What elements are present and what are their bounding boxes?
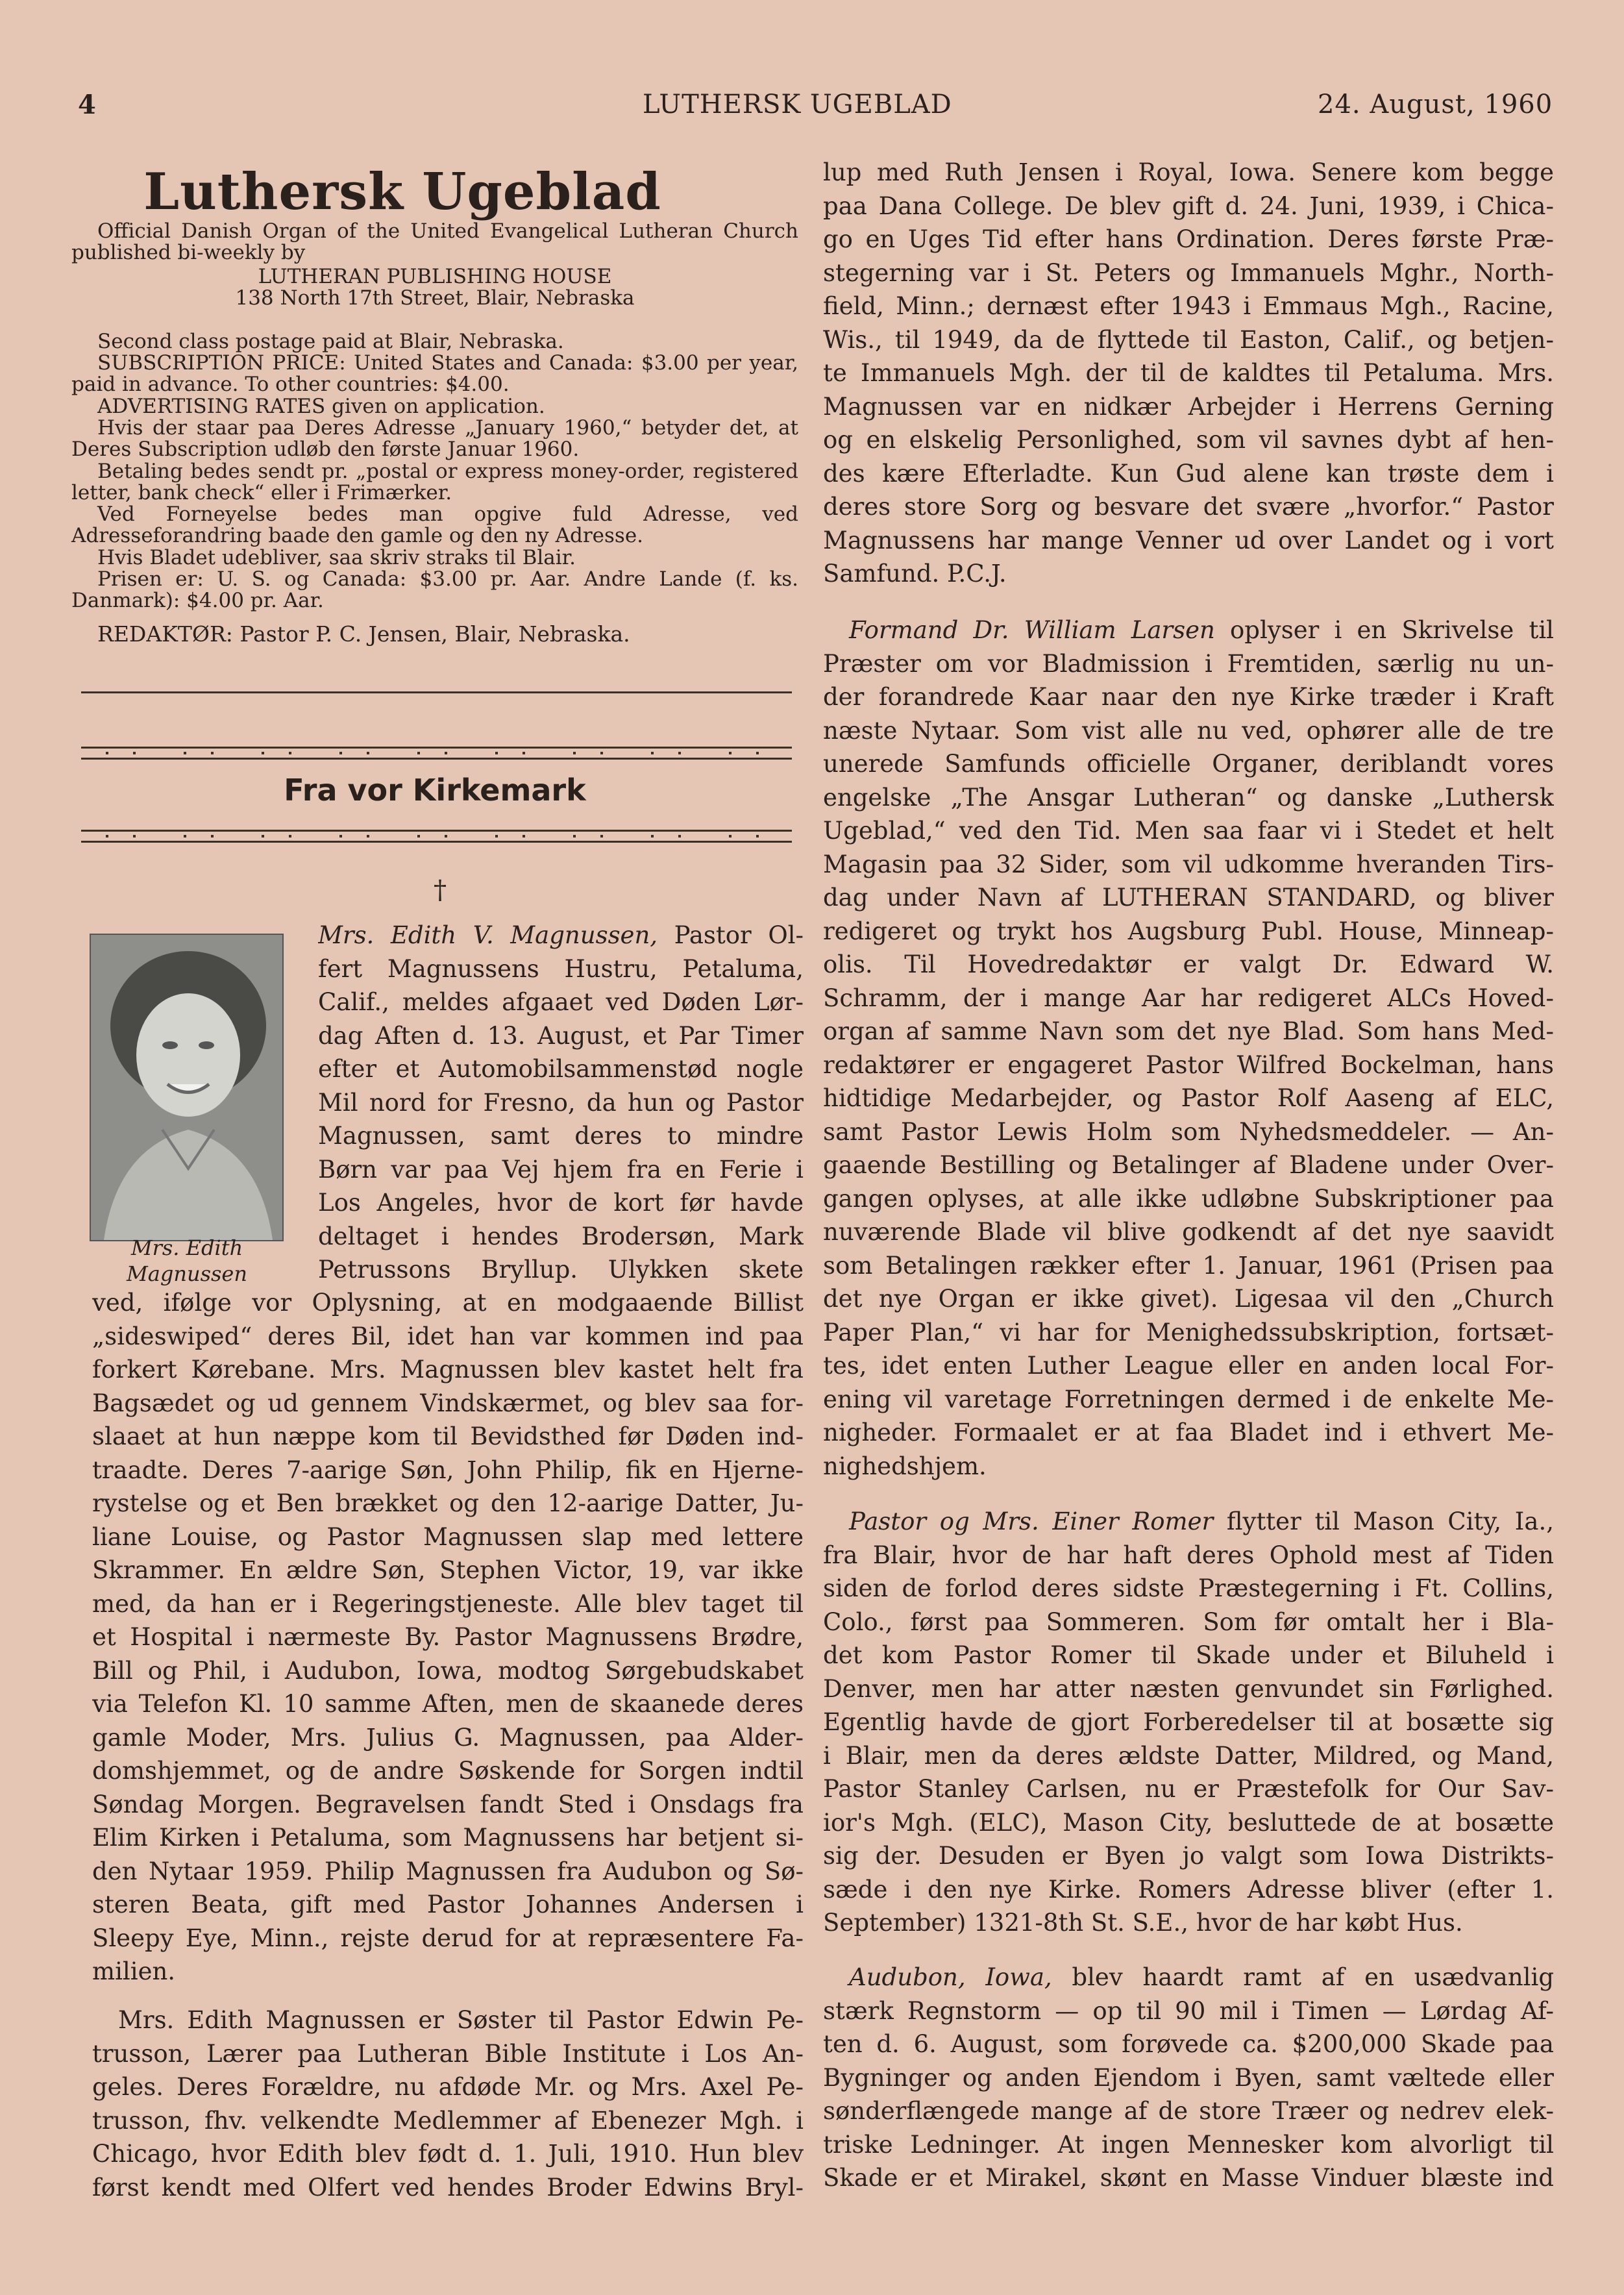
- text-line: [92, 1654, 804, 1688]
- text-line: [823, 1450, 1554, 1483]
- masthead-line: SUBSCRIPTION PRICE: United States and Canada: $3.00 per year, paid in advance. To other countries: $4.00.: [71, 351, 798, 396]
- text-line: [823, 1316, 1554, 1350]
- text-line: [823, 982, 1554, 1015]
- masthead-line: Official Danish Organ of the United Evangelical Lutheran Church published bi-weekly by: [71, 219, 798, 264]
- text-line: [92, 1487, 804, 1520]
- line-text: samt Pastor Lewis Holm som Nyhedsmeddeler. — An-: [823, 1117, 1554, 1146]
- line-text: tes, idet enten Luther League eller en anden local For-: [823, 1352, 1554, 1380]
- text-line: [823, 557, 1554, 591]
- text-line: [823, 1416, 1554, 1450]
- text-line: [823, 1539, 1554, 1572]
- line-text: et Hospital i nærmeste By. Pastor Magnussens Brødre,: [92, 1623, 804, 1651]
- running-title: LUTHERSK UGEBLAD: [643, 90, 952, 119]
- obituary-paragraph-continued: [92, 1286, 804, 1989]
- text-line: [318, 1086, 804, 1120]
- line-text: paa Dana College. De blev gift d. 24. Juni, 1939, i Chica-: [823, 192, 1554, 220]
- line-text: det kom Pastor Romer til Skade under et Biluheld i: [823, 1641, 1554, 1669]
- line-text: flytter til Mason City, Ia.,: [1226, 1507, 1554, 1535]
- text-line: [823, 2061, 1554, 2095]
- obituary-paragraph-2: [92, 2003, 804, 2204]
- text-line: [92, 1587, 804, 1621]
- ornamental-rule: [81, 830, 792, 843]
- news-item-larsen: [823, 614, 1554, 1483]
- cross-symbol: †: [434, 875, 447, 905]
- masthead-line: Hvis der staar paa Deres Adresse „January 1960,“ betyder det, at Deres Subscription udløb den første Januar 1960.: [71, 416, 798, 461]
- text-line: [92, 1620, 804, 1654]
- text-line: [823, 2128, 1554, 2162]
- line-text: sig der. Desuden er Byen jo valgt som Iowa Distrikts-: [823, 1842, 1554, 1870]
- text-line: [823, 423, 1554, 457]
- line-text: lup med Ruth Jensen i Royal, Iowa. Senere kom begge: [823, 158, 1554, 186]
- line-text: efter et Automobilsammenstød nogle: [318, 1055, 804, 1083]
- line-text: rystelse og et Ben brækket og den 12-aarige Datter, Ju-: [92, 1489, 804, 1517]
- line-text: Magnussen var en nidkær Arbejder i Herrens Gerning: [823, 392, 1554, 421]
- line-text: field, Minn.; dernæst efter 1943 i Emmaus Mgh., Racine,: [823, 292, 1554, 320]
- text-line: [318, 986, 804, 1019]
- text-line: [823, 1606, 1554, 1639]
- masthead-line: Ved Forneyelse bedes man opgive fuld Adresse, ved Adresseforandring baade den gamle og den ny Adresse.: [71, 502, 798, 547]
- line-text: Chicago, hvor Edith blev født d. 1. Juli, 1910. Hun blev: [92, 2140, 804, 2168]
- text-line: [92, 1387, 804, 1420]
- text-line: [92, 1520, 804, 1554]
- line-text: September) 1321-8th St. S.E., hvor de har købt Hus.: [823, 1909, 1463, 1937]
- lead-in: Mrs. Edith V. Magnussen,: [318, 921, 658, 949]
- caption-line: Magnussen: [127, 1261, 247, 1286]
- line-text: domshjemmet, og de andre Søskende for Sorgen indtil: [92, 1757, 804, 1785]
- line-text: der forandrede Kaar naar den nye Kirke træder i Kraft: [823, 683, 1554, 711]
- line-text: Los Angeles, hvor de kort før havde: [318, 1189, 804, 1217]
- line-text: Bill og Phil, i Audubon, Iowa, modtog Sørgebudskabet: [92, 1656, 804, 1685]
- line-text: olis. Til Hovedredaktør er valgt Dr. Edward W.: [823, 950, 1554, 978]
- text-line: [823, 1182, 1554, 1216]
- line-text: Skrammer. En ældre Søn, Stephen Victor, 19, var ikke: [92, 1556, 804, 1584]
- text-line: [823, 881, 1554, 915]
- line-text: Mrs. Edith Magnussen er Søster til Pastor Edwin Pe-: [118, 2006, 804, 2034]
- line-text: Skade er et Mirakel, skønt en Masse Vinduer blæste ind: [823, 2164, 1554, 2192]
- line-text: te Immanuels Mgh. der til de kaldtes til Petaluma. Mrs.: [823, 359, 1554, 387]
- text-line: [92, 1888, 804, 1922]
- text-line: [823, 390, 1554, 424]
- line-text: deres store Sorg og besvare det svære „hvorfor.“ Pastor: [823, 493, 1554, 521]
- text-line: [823, 948, 1554, 982]
- line-text: Magnussen, samt deres to mindre: [318, 1122, 804, 1150]
- lead-in: Formand Dr. William Larsen: [849, 616, 1215, 644]
- line-text: triske Ledninger. At ingen Mennesker kom alvorligt til: [823, 2130, 1554, 2159]
- line-text: Ugeblad,“ ved den Tid. Men saa faar vi i Stedet et helt: [823, 817, 1554, 845]
- text-line: [823, 156, 1554, 190]
- line-text: først kendt med Olfert ved hendes Broder Edwins Bryl-: [92, 2173, 804, 2202]
- line-text: ved, ifølge vor Oplysning, at en modgaaende Billist: [92, 1289, 804, 1317]
- line-text: fert Magnussens Hustru, Petaluma,: [318, 954, 804, 983]
- line-text: des kære Efterladte. Kun Gud alene kan trøste dem i: [823, 459, 1554, 488]
- line-text: „sideswiped“ deres Bil, idet han var kommen ind paa: [92, 1322, 804, 1350]
- text-line: [823, 614, 1554, 647]
- text-line: [823, 814, 1554, 848]
- line-text: organ af samme Navn som det nye Blad. Som hans Med-: [823, 1017, 1554, 1045]
- line-text: Magasin paa 32 Sider, som vil udkomme hveranden Tirs-: [823, 850, 1554, 878]
- line-text: Denver, men har atter næsten genvundet sin Førlighed.: [823, 1674, 1554, 1703]
- line-text: ening vil varetage Forretningen dermed i de enkelte Me-: [823, 1385, 1554, 1413]
- text-line: [92, 1754, 804, 1788]
- line-text: go en Uges Tid efter hans Ordination. Deres første Præ-: [823, 225, 1554, 253]
- text-line: [92, 2003, 804, 2037]
- text-line: [92, 1788, 804, 1822]
- text-line: [823, 1282, 1554, 1316]
- line-text: blev haardt ramt af en usædvanlig: [1072, 1963, 1554, 1991]
- text-line: [823, 647, 1554, 681]
- masthead-line: Second class postage paid at Blair, Nebraska.: [97, 330, 564, 353]
- text-line: [823, 1994, 1554, 2028]
- line-text: trusson, Lærer paa Lutheran Bible Institute i Los An-: [92, 2039, 804, 2068]
- line-text: Pastor Ol-: [674, 921, 804, 949]
- text-line: [92, 2037, 804, 2071]
- line-text: Præster om vor Bladmission i Fremtiden, særlig nu un-: [823, 649, 1554, 678]
- line-text: gaaende Bestilling og Betalinger af Bladene under Over-: [823, 1151, 1554, 1179]
- line-text: sæde i den nye Kirke. Romers Adresse bliver (efter 1.: [823, 1875, 1554, 1904]
- divider-rule: [81, 691, 792, 693]
- text-line: [823, 323, 1554, 357]
- text-line: [318, 1119, 804, 1153]
- text-line: [92, 1721, 804, 1755]
- line-text: stegerning var i St. Peters og Immanuels Mghr., North-: [823, 258, 1554, 287]
- text-line: [823, 680, 1554, 714]
- line-text: oplyser i en Skrivelse til: [1230, 616, 1554, 644]
- line-text: nuværende Blade vil blive godkendt af det nye saavidt: [823, 1218, 1554, 1246]
- text-line: [823, 1115, 1554, 1149]
- line-text: nighedshjem.: [823, 1452, 987, 1480]
- text-line: [823, 1739, 1554, 1773]
- text-line: [823, 290, 1554, 323]
- text-line: [92, 1454, 804, 1487]
- text-line: [823, 1383, 1554, 1417]
- text-line: [318, 952, 804, 986]
- line-text: traadte. Deres 7-aarige Søn, John Philip, fik en Hjerne-: [92, 1456, 804, 1484]
- text-line: [318, 1153, 804, 1187]
- masthead-line: Prisen er: U. S. og Canada: $3.00 pr. Aar. Andre Lande (f. ks. Danmark): $4.00 pr. Aar.: [71, 567, 798, 612]
- lead-in: Pastor og Mrs. Einer Romer: [849, 1507, 1214, 1535]
- text-line: [823, 1505, 1554, 1539]
- ornamental-rule: [81, 747, 792, 760]
- text-line: [823, 1349, 1554, 1383]
- text-line: [823, 457, 1554, 491]
- text-line: [823, 1572, 1554, 1606]
- line-text: næste Nytaar. Som vist alle nu ved, ophører alle de tre: [823, 716, 1554, 745]
- line-text: Wis., til 1949, da de flyttede til Easton, Calif., og betjen-: [823, 325, 1554, 354]
- line-text: den Nytaar 1959. Philip Magnussen fra Audubon og Sø-: [92, 1857, 804, 1885]
- line-text: engelske „The Ansgar Lutheran“ og danske „Luthersk: [823, 783, 1554, 812]
- text-line: [823, 1082, 1554, 1115]
- text-line: [92, 1320, 804, 1354]
- line-text: forkert Kørebane. Mrs. Magnussen blev kastet helt fra: [92, 1356, 804, 1383]
- obituary-continuation: [823, 156, 1554, 591]
- text-line: [823, 1048, 1554, 1082]
- line-text: Egentlig havde de gjort Forberedelser til at bosætte sig: [823, 1708, 1554, 1736]
- line-text: som Betalingen rækker efter 1. Januar, 1961 (Prisen paa: [823, 1251, 1554, 1280]
- line-text: geles. Deres Forældre, nu afdøde Mr. og Mrs. Axel Pe-: [92, 2073, 804, 2101]
- text-line: [823, 356, 1554, 390]
- text-line: [318, 1253, 804, 1287]
- obituary-paragraph-start: [318, 919, 804, 1287]
- line-text: Colo., først paa Sommeren. Som før omtalt her i Bla-: [823, 1607, 1554, 1636]
- text-line: [92, 2171, 804, 2205]
- lead-in: Audubon, Iowa,: [849, 1963, 1052, 1991]
- text-line: [318, 919, 804, 952]
- line-text: Magnussens har mange Venner ud over Landet og i vort: [823, 526, 1554, 554]
- text-line: [92, 2070, 804, 2104]
- line-text: Elim Kirken i Petaluma, som Magnussens har betjent si-: [92, 1824, 804, 1852]
- page-number: 4: [78, 90, 97, 120]
- text-line: [823, 714, 1554, 748]
- masthead-line: 138 North 17th Street, Blair, Nebraska: [235, 286, 635, 310]
- line-text: sønderflængede mange af de store Træer og nedrev elek-: [823, 2097, 1554, 2125]
- text-line: [823, 1961, 1554, 1994]
- line-text: Børn var paa Vej hjem fra en Ferie i: [318, 1155, 804, 1184]
- line-text: nigheder. Formaalet er at faa Bladet ind i ethvert Me-: [823, 1419, 1554, 1446]
- text-line: [823, 1672, 1554, 1706]
- line-text: hidtidige Medarbejder, og Pastor Rolf Aaseng af ELC,: [823, 1084, 1554, 1112]
- text-line: [823, 2094, 1554, 2128]
- masthead-editor: REDAKTØR: Pastor P. C. Jensen, Blair, Nebraska.: [97, 621, 630, 647]
- issue-date: 24. August, 1960: [1318, 90, 1553, 119]
- line-text: det nye Organ er ikke givet). Ligesaa vil den „Church: [823, 1285, 1554, 1313]
- line-text: Paper Plan,“ vi har for Menighedssubskription, fortsæt-: [823, 1318, 1554, 1346]
- line-text: via Telefon Kl. 10 samme Aften, men de skaanede deres: [92, 1690, 804, 1718]
- text-line: [823, 1215, 1554, 1249]
- line-text: Sleepy Eye, Minn., rejste derud for at repræsentere Fa-: [92, 1924, 804, 1952]
- text-line: [823, 1148, 1554, 1182]
- line-text: dag Aften d. 13. August, et Par Timer: [318, 1021, 804, 1050]
- text-line: [92, 1955, 804, 1989]
- text-line: [823, 1806, 1554, 1840]
- text-line: [92, 1821, 804, 1855]
- line-text: Schramm, der i mange Aar har redigeret ALCs Hoved-: [823, 984, 1554, 1012]
- masthead-line: Betaling bedes sendt pr. „postal or express money-order, registered letter, bank check“ eller i Frimærker.: [71, 460, 798, 504]
- line-text: og en elskelig Personlighed, som vil savnes dybt af hen-: [823, 426, 1554, 454]
- text-line: [823, 524, 1554, 558]
- text-line: [92, 1687, 804, 1721]
- text-line: [823, 190, 1554, 223]
- text-line: [823, 1706, 1554, 1739]
- line-text: Pastor Stanley Carlsen, nu er Præstefolk for Our Sav-: [823, 1775, 1554, 1803]
- line-text: med, da han er i Regeringstjeneste. Alle blev taget til: [92, 1589, 804, 1618]
- line-text: Petrussons Bryllup. Ulykken skete: [318, 1256, 804, 1284]
- line-text: fra Blair, hvor de har haft deres Ophold mest af Tiden: [823, 1541, 1554, 1569]
- line-text: Mil nord for Fresno, da hun og Pastor: [318, 1088, 804, 1117]
- photo-caption: [90, 1235, 284, 1287]
- news-item-romer: [823, 1505, 1554, 1940]
- text-line: [823, 490, 1554, 524]
- line-text: siden de forlod deres sidste Præstegerning i Ft. Collins,: [823, 1574, 1554, 1602]
- text-line: [92, 1554, 804, 1587]
- line-text: ten d. 6. August, som forøvede ca. $200,000 Skade paa: [823, 2030, 1554, 2058]
- line-text: i Blair, men da deres ældste Datter, Mildred, og Mand,: [823, 1741, 1554, 1770]
- text-line: [823, 1015, 1554, 1048]
- line-text: steren Beata, gift med Pastor Johannes Andersen i: [92, 1891, 804, 1918]
- text-line: [318, 1019, 804, 1053]
- text-line: [318, 1052, 804, 1086]
- masthead-line: ADVERTISING RATES given on application.: [97, 395, 545, 418]
- text-line: [823, 256, 1554, 290]
- text-line: [823, 1839, 1554, 1873]
- line-text: ior's Mgh. (ELC), Mason City, besluttede de at bosætte: [823, 1808, 1554, 1837]
- text-line: [318, 1186, 804, 1220]
- line-text: Bagsædet og ud gennem Vindskærmet, og blev saa for-: [92, 1389, 804, 1417]
- news-item-audubon: [823, 1961, 1554, 2195]
- text-line: [823, 1772, 1554, 1806]
- text-line: [92, 1286, 804, 1320]
- line-text: Calif., meldes afgaaet ved Døden Lør-: [318, 988, 804, 1016]
- line-text: trusson, fhv. velkendte Medlemmer af Ebenezer Mgh. i: [92, 2106, 804, 2135]
- line-text: redaktører er engageret Pastor Wilfred Bockelman, hans: [823, 1050, 1554, 1079]
- line-text: unerede Samfunds officielle Organer, deriblandt vores: [823, 750, 1554, 778]
- line-text: Samfund. P.C.J.: [823, 560, 1007, 588]
- text-line: [823, 848, 1554, 882]
- line-text: dag under Navn af LUTHERAN STANDARD, og bliver: [823, 884, 1554, 912]
- line-text: Bygninger og anden Ejendom i Byen, samt væltede eller: [823, 2063, 1554, 2092]
- line-text: slaaet at hun næppe kom til Bevidsthed før Døden ind-: [92, 1422, 804, 1450]
- line-text: liane Louise, og Pastor Magnussen slap med lettere: [92, 1522, 804, 1551]
- line-text: milien.: [92, 1957, 176, 1985]
- line-text: stærk Regnstorm — op til 90 mil i Timen — Lørdag Af-: [823, 1996, 1554, 2025]
- text-line: [823, 2161, 1554, 2195]
- masthead-title: Luthersk Ugeblad: [143, 162, 661, 221]
- text-line: [318, 1220, 804, 1254]
- caption-line: Mrs. Edith: [130, 1235, 243, 1260]
- portrait-photo: [90, 934, 284, 1241]
- text-line: [823, 781, 1554, 815]
- line-text: gangen oplyses, at alle ikke udløbne Subskriptioner paa: [823, 1184, 1554, 1213]
- line-text: redigeret og trykt hos Augsburg Publ. House, Minneap-: [823, 917, 1554, 945]
- text-line: [823, 1906, 1554, 1940]
- text-line: [823, 1639, 1554, 1672]
- text-line: [92, 2104, 804, 2138]
- line-text: gamle Moder, Mrs. Julius G. Magnussen, paa Alder-: [92, 1723, 804, 1752]
- line-text: deltaget i hendes Brodersøn, Mark: [318, 1222, 804, 1250]
- text-line: [823, 223, 1554, 256]
- section-title: Fra vor Kirkemark: [284, 773, 586, 808]
- text-line: [92, 1855, 804, 1889]
- text-line: [823, 2028, 1554, 2061]
- text-line: [92, 1922, 804, 1955]
- text-line: [823, 747, 1554, 781]
- text-line: [92, 2137, 804, 2171]
- text-line: [823, 915, 1554, 949]
- text-line: [823, 1249, 1554, 1283]
- text-line: [823, 1873, 1554, 1907]
- masthead-line: Hvis Bladet udebliver, saa skriv straks til Blair.: [97, 546, 576, 569]
- text-line: [92, 1420, 804, 1454]
- masthead-line: LUTHERAN PUBLISHING HOUSE: [258, 265, 612, 288]
- text-line: [92, 1353, 804, 1387]
- line-text: Søndag Morgen. Begravelsen fandt Sted i Onsdags fra: [92, 1790, 804, 1818]
